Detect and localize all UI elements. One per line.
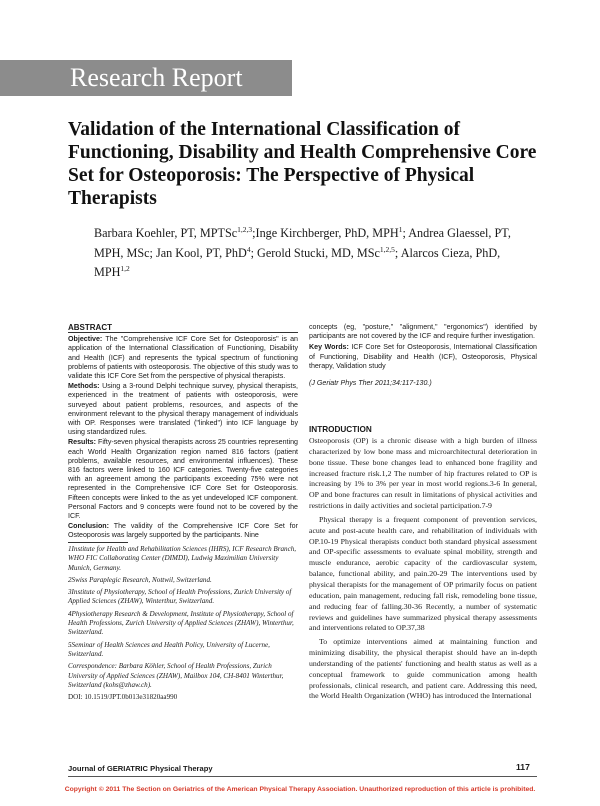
affiliation: 4Physiotherapy Research & Development, Institute of Physiotherapy, School of Health Professions, Zurich University of Applied Sciences (ZHAW), Winterthur, Switzerland. (68, 609, 294, 637)
affiliation: 1Institute for Health and Rehabilitation Sciences (IHRS), ICF Research Branch, WHO FIC Collaborating Center (DIMDI), Ludwig Maximilian University Munich, Germany. (68, 545, 297, 572)
correspondence: Correspondence: Barbara Köhler, School of Health Professions, Zurich University of Applied Sciences (ZHAW), Mailbox 104, CH-8401 Winterthur, Switzerland (kohs@zhaw.ch). (68, 662, 284, 689)
paragraph: Physical therapy is a frequent component of prevention services, acute and post-acute health care, and rehabilitation of individuals with OP.10-19 Physical therapists conduct both standard physical assessment and OP-specific assessments to evaluate spinal mobility, strength and muscle endurance, aerobic capacity of the cardiovascular system, balance, functional ability, and pain.20-29 The interventions used by physical therapists for the management of OP primarily focus on patient education, pain management, reducing fall risk, remodeling bone tissue, and reducing fear of falling.30-36 Recently, a number of systematic reviews and guidelines have summarized physical therapy assessments and interventions related to OP.37,38 (309, 514, 537, 633)
footnote-divider (68, 542, 128, 543)
abstract (68, 323, 298, 542)
abstract-objective: Objective: The "Comprehensive ICF Core Set for Osteoporosis" is an application of the International Classification of Functioning, Disability and Health (ICF) and represents the typical spectrum of functioning problems of patients with osteoporosis. The objective of this study was to validate this ICF Core Set from the perspective of physical therapists. (68, 335, 299, 381)
abstract-continued (309, 323, 537, 390)
author: Inge Kirchberger, PhD, MPH$^1$; (255, 225, 409, 241)
affiliation: 5Seminar of Health Sciences and Health Policy, University of Lucerne, Switzerland. (68, 640, 270, 658)
doi: DOI: 10.1519/JPT.0b013e31820aa990 (68, 693, 178, 702)
author: Barbara Koehler, PT, MPTSc$^{1,2,3}$; (94, 225, 256, 241)
introduction-heading: INTRODUCTION (309, 425, 372, 434)
article-title: Validation of the International Classification of Functioning, Disability and Health Comprehensive Core Set for Osteoporosis: The Perspective of Physical Therapists (68, 119, 537, 209)
section-banner-label: Research Report (70, 63, 243, 92)
affiliations (68, 545, 298, 705)
keywords: Key Words: ICF Core Set for Osteoporosis, International Classification of Functioning, Disability and Health (ICF), Osteoporosis, Physical therapy, Validation study (309, 343, 537, 370)
paragraph: To optimize interventions aimed at maintaining function and minimizing disability, the physical therapist should have an in-depth understanding of the patients' functioning and health status as well as a conceptual framework to guide communication among health professionals, clinical research, and patient care. Addressing this need, the World Health Organization (WHO) has introduced the International (309, 637, 537, 701)
abstract-methods: Methods: Using a 3-round Delphi technique survey, physical therapists, experienced in the treatment of patients with osteoporosis, were surveyed about patient problems, resources, and aspects of the environment relevant to the physical therapy management of individuals with OP. Responses were translated ("linked") into ICF language by using standardized rules. (68, 382, 298, 437)
affiliation: 2Swiss Paraplegic Research, Nottwil, Switzerland. (68, 575, 212, 584)
introduction-body (309, 436, 537, 702)
author: Andrea Glaessel, PT, MPH, MSc; (94, 226, 511, 260)
author-list (94, 222, 524, 281)
journal-name: Journal of GERIATRIC Physical Therapy (68, 764, 213, 773)
abstract-conclusion: Conclusion: The validity of the Comprehensive ICF Core Set for Osteoporosis was largely supported by the participants. Nine (68, 522, 298, 540)
author: Gerold Stucki, MD, MSc$^{1,2,5}$; (257, 244, 401, 260)
abstract-continuation: concepts (eg, "posture," "alignment," "ergonomics") identified by participants are not covered by the ICF and require further investigation. (309, 323, 537, 341)
abstract-heading: ABSTRACT (68, 323, 298, 333)
copyright-notice: Copyright © 2011 The Section on Geriatrics of the American Physical Therapy Association. Unauthorized reproduction of this article is prohibited. (64, 786, 536, 793)
footer-rule (68, 776, 537, 777)
abstract-results: Results: Fifty-seven physical therapists across 25 countries representing each World Health Organization region named 816 factors (patient problems, available resources, and environmental influences). These 816 factors were linked to 160 ICF categories. Twenty-five categories with an agreement among the participants exceeding 75% were not represented in the Comprehensive ICF Core Set for Osteoporosis. Fifteen concepts were linked to the as yet undeveloped ICF component. Personal Factors and 9 concepts were found not to be covered by the ICF. (68, 438, 298, 521)
page-number: 117 (516, 762, 530, 772)
citation: (J Geriatr Phys Ther 2011;34:117-130.) (309, 379, 432, 388)
author: Alarcos Cieza, PhD, MPH$^{1,2}$ (94, 245, 501, 280)
paragraph: Osteoporosis (OP) is a chronic disease with a high burden of illness characterized by low bone mass and microarchitectural deterioration in bone tissue. These bone changes lead to enhanced bone fragility and increased fracture risk.1,2 The number of hip fractures related to OP is increasing by 1% to 3% per year in most world regions.3-6 In general, OP and bone fractures can result in limitations of physical activities and restrictions in daily activities and societal participation.7-9 (309, 436, 537, 511)
author: Jan Kool, PT, PhD$^4$; (155, 244, 258, 260)
affiliation: 3Institute of Physiotherapy, School of Health Professions, Zurich University of Applied Sciences (ZHAW), Winterthur, Switzerland. (68, 588, 292, 606)
